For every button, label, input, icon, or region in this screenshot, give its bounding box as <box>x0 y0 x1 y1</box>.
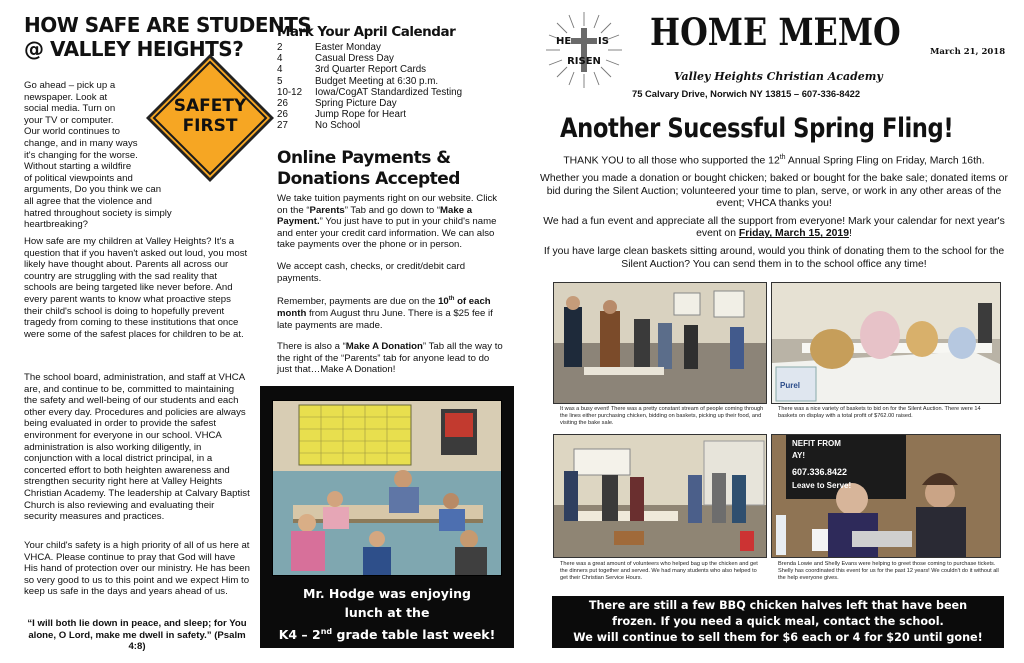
fling-para1: THANK YOU to all those who supported the 12th Annual Spring Fling on Friday, March 16th. <box>563 154 985 167</box>
calendar-row: 10-12 Iowa/CogAT Standardized Testing <box>277 86 463 98</box>
safety-title-line1: HOW SAFE ARE STUDENTS <box>24 13 312 37</box>
fling-headline: Another Sucessful Spring Fling! <box>560 113 954 144</box>
logo-text-is: IS <box>598 36 609 47</box>
lunch-caption-line2: lunch at the <box>344 605 430 620</box>
he-is-risen-logo <box>544 10 624 90</box>
safety-quote: “I will both lie down in peace, and sleep; for You alone, O Lord, make me dwell in safety.” (Psalm 4:8) <box>27 618 247 653</box>
lunch-photo-box <box>260 386 514 648</box>
sign-text-3: 607.336.8422 <box>792 467 848 477</box>
caption-volunteers: There was a great amount of volunteers who helped bag up the chicken and get the dinners put together and served. We had many students who also helped to get their Christian Service Hours. <box>560 561 758 581</box>
calendar-list <box>277 42 509 132</box>
payments-para1: We take tuition payments right on our website. Click on the “Parents” Tab and go down to “Make a Payment.” You just have to put in your child's name and enter your credit card information. We can also take payments over the phone or in person. <box>277 193 498 251</box>
calendar-row: 26 Jump Rope for Heart <box>277 109 406 121</box>
calendar-row: 4 3rd Quarter Report Cards <box>277 64 427 76</box>
lunch-caption-line1: Mr. Hodge was enjoying <box>303 586 471 601</box>
event-photo-volunteers <box>553 434 767 558</box>
payments-section <box>277 148 509 376</box>
payments-title-line1: Online Payments & <box>277 148 451 168</box>
bbq-line2: frozen. If you need a quick meal, contact the school. <box>612 615 944 628</box>
bbq-banner <box>552 596 1004 648</box>
intro-line: of political viewpoints and <box>24 172 133 184</box>
safety-sign-line2: FIRST <box>182 116 238 136</box>
calendar-row: 5 Budget Meeting at 6:30 p.m. <box>277 75 439 87</box>
intro-line: Without starting a wildfire <box>24 161 132 173</box>
intro-line: change, and in many ways <box>24 137 138 149</box>
sign-text-1: NEFIT FROM <box>792 439 841 448</box>
intro-line: heartbreaking? <box>24 219 89 231</box>
school-name: Valley Heights Christian Academy <box>674 70 883 83</box>
logo-text-risen: RISEN <box>567 56 601 67</box>
intro-line: Our world continues to <box>24 126 120 138</box>
intro-line: newspaper. Look at <box>24 91 108 103</box>
safety-para4: Your child's safety is a high priority of all of us here at VHCA. Please continue to pray that God will have His hand of protection over our ministry. He has been so very good to us to this point and we expect Him to keep us safe in the days and years ahead of us. <box>24 540 250 598</box>
caption-baskets: There was a nice variety of baskets to bid on for the Silent Auction. There were 14 baskets on display with a total profit of $762.00 raised. <box>778 406 981 419</box>
bbq-line3: We will continue to sell them for $6 each or 4 for $20 until gone! <box>573 631 983 644</box>
calendar-section <box>277 24 509 132</box>
memo-date: March 21, 2018 <box>930 47 1006 57</box>
caption-greeters: Brenda Lowie and Shelly Evans were helping to greet those coming to purchase tickets. Shelly has coordinated this event for us for the past 12 years! We couldn't do it without all the help everyone gives. <box>778 561 999 581</box>
calendar-row: 2 Easter Monday <box>277 42 381 53</box>
intro-line: all agree that the violence and <box>24 195 153 207</box>
caption-busy: It was a busy event! There was a pretty constant stream of people coming through the lines either purchasing chicken, bidding on baskets, picking up their food, and visiting the bake sale. <box>560 406 764 426</box>
calendar-row: 26 Spring Picture Day <box>277 98 397 110</box>
event-photo-busy <box>553 282 767 404</box>
fling-para2: Whether you made a donation or bought chicken; baked or bought for the bake sale; donated items or bid during the Silent Auction; volunteered your time to plan, serve, or work in any other areas of the event; VHCA thanks you! <box>540 173 1008 210</box>
intro-line: arguments, Do you think we can <box>24 184 162 196</box>
calendar-title: Mark Your April Calendar <box>277 24 456 40</box>
safety-sign-line1: SAFETY <box>173 96 247 116</box>
safety-title-line2: @ VALLEY HEIGHTS? <box>24 37 244 61</box>
sign-text-4: Leave to Serve! <box>792 481 852 490</box>
payments-para3: Remember, payments are due on the 10th of each month from August thru June. There is a $25 fee if late payments are made. <box>277 296 493 331</box>
calendar-row: 27 No School <box>277 120 361 132</box>
lunch-photo <box>272 400 502 576</box>
event-photo-baskets <box>771 282 1001 404</box>
intro-line: hatred throughout society is simply <box>24 207 172 219</box>
purel-label: Purel <box>780 381 801 390</box>
safety-para3: The school board, administration, and staff at VHCA are, and continue to be, committed to maintaining the safety and well-being of our students and each other every day. Procedures and policies are always being evaluated in order to provide the safest environment for everyone in our school. VHCA administration is also working diligently, in conjunction with a local district principal, in a concerted effort to both heighten awareness and strengthen security right here at Valley Heights Christian Academy. The leadership at Calvary Baptist Church is also reviewing and evaluating their security measures and practices. <box>24 372 250 523</box>
intro-line: it's changing for the worse. <box>24 149 138 161</box>
intro-line: social media. Turn on <box>24 103 116 115</box>
lunch-caption <box>260 584 514 644</box>
sign-text-2: AY! <box>792 451 806 460</box>
memo-title: HOME MEMO <box>650 10 901 54</box>
safety-para2: How safe are my children at Valley Heights? It's a question that if you haven't asked out loud, you most likely have thought about. Parents all across our country are struggling with the sad reality that schools are being targeted like never before. And every parent wants to know what proactive steps their child's school is doing to hopefully prevent tragedy from coming to these institutions that once were some of the safest places for children to be at. <box>24 236 248 340</box>
calendar-row: 4 Casual Dress Day <box>277 53 394 65</box>
payments-para4: There is also a “Make A Donation” Tab all the way to the right of the “Parents” tab for anyone lead to do just that…Make A Donation! <box>277 341 503 376</box>
payments-para2: We accept cash, checks, or credit/debit card payments. <box>277 260 466 284</box>
intro-line: your TV or computer. <box>24 114 114 126</box>
fling-text <box>540 152 1008 271</box>
event-photo-greeters <box>771 434 1001 558</box>
safety-article <box>24 13 312 654</box>
fling-para3: We had a fun event and appreciate all the support from everyone! Mark your calendar for next year's event on Friday, March 15, 2019! <box>543 215 1005 240</box>
school-address: 75 Calvary Drive, Norwich NY 13815 – 607-336-8422 <box>632 88 861 99</box>
safety-intro <box>24 80 254 231</box>
logo-text-he: HE <box>556 36 572 47</box>
bbq-line1: There are still a few BBQ chicken halves left that have been <box>588 599 968 612</box>
fling-para4: If you have large clean baskets sitting around, would you think of donating them to the school for the Silent Auction? You can send them in to the school office any time! <box>543 246 1005 270</box>
payments-title-line2: Donations Accepted <box>277 169 460 189</box>
intro-line: Go ahead – pick up a <box>24 80 116 91</box>
lunch-caption-line3: K4 – 2nd grade table last week! <box>278 627 496 643</box>
